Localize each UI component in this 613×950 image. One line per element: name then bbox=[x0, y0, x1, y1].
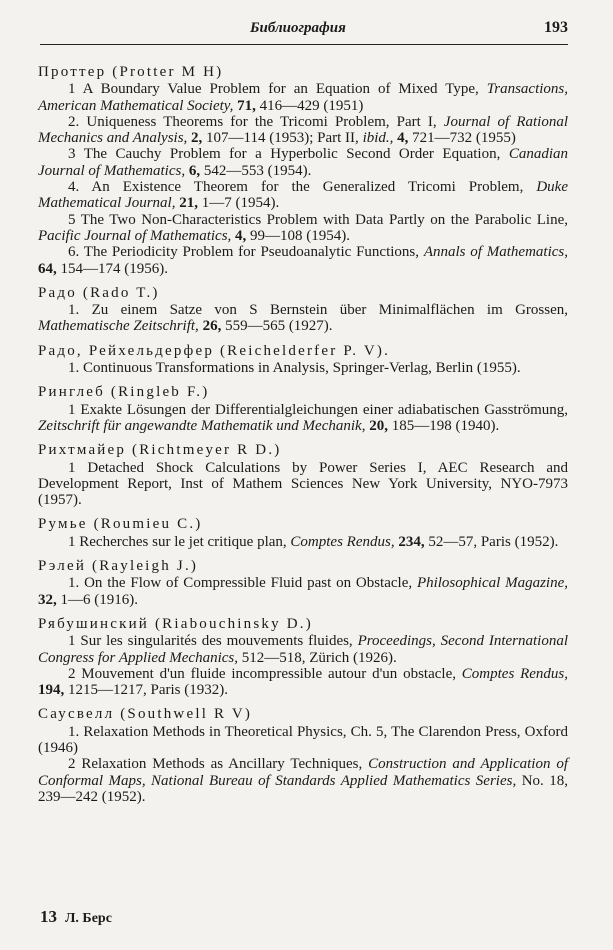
signature-text: Л. Берс bbox=[65, 911, 112, 926]
bibliography-entry bbox=[38, 244, 568, 277]
entry-text: 52—57, Paris (1952). bbox=[424, 533, 559, 550]
author-block bbox=[38, 384, 568, 434]
author-block bbox=[38, 343, 568, 377]
author-block bbox=[38, 285, 568, 335]
volume-number: 194, bbox=[38, 682, 65, 699]
source-title: Zeitschrift für angewandte Mathematik und Mechanik, bbox=[38, 417, 366, 434]
bibliography-entry bbox=[38, 575, 568, 608]
entry-text: 721—732 (1955) bbox=[408, 130, 516, 147]
bibliography-entry bbox=[38, 179, 568, 212]
printer-signature bbox=[40, 907, 112, 927]
author-block bbox=[38, 706, 568, 805]
entry-text: 154—174 (1956). bbox=[56, 260, 168, 277]
entry-text: 185—198 (1940). bbox=[387, 417, 500, 434]
entry-text: 1 Recherches sur le jet critique plan, bbox=[68, 533, 291, 550]
source-title: Philosophical Magazine, bbox=[416, 575, 568, 592]
entry-text: 1. Continuous Transformations in Analysis, Springer-Verlag, Berlin (1955). bbox=[68, 360, 521, 377]
entry-text: 6. The Periodicity Problem for Pseudoanalytic Functions, bbox=[68, 244, 424, 261]
entry-text: 2 Mouvement d'un fluide incompressible autour d'un obstacle, bbox=[68, 665, 462, 682]
volume-number: 6, bbox=[188, 162, 201, 179]
entry-text: 1 Exakte Lösungen der Differentialgleichungen einer adiabatischen Gasströmung, bbox=[68, 401, 568, 418]
signature-number: 13 bbox=[40, 907, 57, 926]
source-title: Comptes Rendus, bbox=[461, 665, 568, 682]
bibliography-entry bbox=[38, 756, 568, 805]
author-name: Рябушинский (Riabouchinsky D.) bbox=[38, 615, 313, 632]
bibliography-entry bbox=[38, 81, 568, 114]
entry-text: 542—553 (1954). bbox=[200, 162, 312, 179]
bibliography-entry bbox=[38, 724, 568, 757]
entry-text: No. 18, 239—242 (1952). bbox=[38, 772, 568, 805]
bibliography-entry bbox=[38, 302, 568, 335]
source-title: Pacific Journal of Mathematics, bbox=[38, 227, 232, 244]
author-name: Саусвелл (Southwell R V) bbox=[38, 706, 253, 723]
volume-number: 4, bbox=[235, 227, 247, 244]
entry-text: 1—6 (1916). bbox=[56, 591, 138, 608]
bibliography-entry bbox=[38, 402, 568, 435]
bibliography-entry bbox=[38, 633, 568, 666]
volume-number: 234, bbox=[398, 533, 425, 550]
source-title: Construction and Application of Conformal Maps, National Bureau of Standards Applied Mathematics Series, bbox=[38, 756, 568, 789]
bibliography-entry bbox=[38, 666, 568, 699]
page-number: 193 bbox=[544, 19, 568, 36]
bibliography-entry bbox=[38, 114, 568, 147]
entry-text: 1. Zu einem Satze von S Bernstein über Minimalflächen im Grossen, bbox=[68, 302, 568, 319]
volume-number: 32, bbox=[38, 591, 57, 608]
entry-text: 1215—1217, Paris (1932). bbox=[64, 682, 228, 699]
source-title: Transactions, American Mathematical Society, bbox=[38, 81, 568, 114]
running-title: Библиография bbox=[250, 20, 346, 36]
bibliography-entry bbox=[38, 360, 568, 376]
volume-number: 20, bbox=[369, 417, 388, 434]
author-block bbox=[38, 442, 568, 508]
entry-text: 416—429 (1951) bbox=[255, 97, 364, 114]
author-name: Рэлей (Rayleigh J.) bbox=[38, 558, 199, 575]
entry-text: 4. An Existence Theorem for the Generalized Tricomi Problem, bbox=[68, 179, 537, 196]
source-title: Canadian Journal of Mathematics, bbox=[38, 146, 568, 179]
source-title: Journal of Rational Mechanics and Analysis, bbox=[38, 113, 568, 147]
bibliography-entry bbox=[38, 212, 568, 245]
bibliography-list bbox=[38, 64, 568, 813]
entry-text: 1. On the Flow of Compressible Fluid past on Obstacle, bbox=[68, 575, 417, 592]
entry-text: 1. Relaxation Methods in Theoretical Physics, Ch. 5, The Clarendon Press, Oxford (1946) bbox=[38, 723, 568, 756]
volume-number: 2, bbox=[191, 130, 203, 147]
author-name: Румье (Roumieu C.) bbox=[38, 516, 203, 533]
entry-text: 107—114 (1953); Part II, bbox=[202, 130, 363, 147]
entry-text: 1 Detached Shock Calculations by Power Series I, AEC Research and Development Report, Inst of Mathem Sciences New York University, NYO-7973 (1957). bbox=[38, 459, 568, 509]
author-block bbox=[38, 64, 568, 277]
author-name: Радо (Rado T.) bbox=[38, 284, 160, 301]
header-rule bbox=[40, 44, 568, 45]
entry-text: 99—108 (1954). bbox=[246, 227, 351, 244]
entry-text: 1—7 (1954). bbox=[197, 195, 280, 212]
source-title: Annals of Mathematics, bbox=[423, 244, 568, 261]
bibliography-entry bbox=[38, 146, 568, 179]
author-block bbox=[38, 516, 568, 550]
volume-number: 64, bbox=[38, 260, 57, 277]
entry-text: 559—565 (1927). bbox=[221, 318, 333, 335]
author-name: Рихтмайер (Richtmeyer R D.) bbox=[38, 442, 282, 459]
page-header bbox=[40, 20, 570, 50]
source-title: Duke Mathematical Journal, bbox=[38, 179, 568, 212]
entry-text: 5 The Two Non-Characteristics Problem with Data Partly on the Parabolic Line, bbox=[68, 211, 568, 228]
author-name: Ринглеб (Ringleb F.) bbox=[38, 384, 210, 401]
source-title: Mathematische Zeitschrift, bbox=[38, 318, 199, 335]
bibliography-entry bbox=[38, 460, 568, 509]
author-name: Проттер (Protter M H) bbox=[38, 64, 224, 80]
volume-number: 71, bbox=[237, 97, 256, 114]
author-block bbox=[38, 616, 568, 698]
source-title: Comptes Rendus, bbox=[290, 533, 395, 550]
volume-number: 26, bbox=[202, 318, 222, 335]
volume-number: 21, bbox=[179, 195, 198, 212]
entry-text: 512—518, Zürich (1926). bbox=[237, 649, 397, 666]
bibliography-entry bbox=[38, 534, 568, 550]
source-title: ibid., bbox=[362, 130, 394, 147]
entry-text: 1 Sur les singularités des mouvements fluides, bbox=[68, 633, 358, 650]
volume-number: 4, bbox=[397, 130, 409, 147]
entry-text: 3 The Cauchy Problem for a Hyperbolic Second Order Equation, bbox=[68, 146, 509, 163]
author-name: Радо, Рейхельдерфер (Reichelderfer P. V). bbox=[38, 342, 391, 359]
source-title: Proceedings, Second International Congress for Applied Mechanics, bbox=[38, 633, 568, 666]
entry-text: 1 A Boundary Value Problem for an Equation of Mixed Type, bbox=[68, 81, 487, 98]
entry-text: 2. Uniqueness Theorems for the Tricomi Problem, Part I, bbox=[68, 113, 444, 130]
entry-text: 2 Relaxation Methods as Ancillary Techniques, bbox=[68, 756, 369, 773]
author-block bbox=[38, 558, 568, 608]
